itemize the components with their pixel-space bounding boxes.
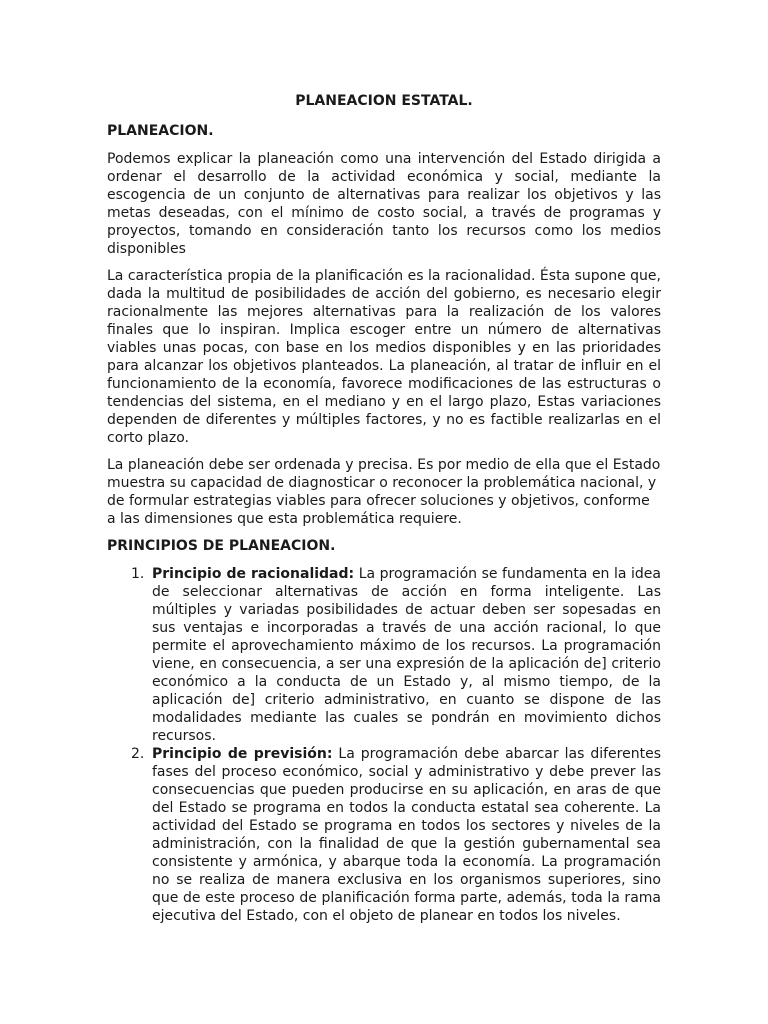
paragraph-order-precision: La planeación debe ser ordenada y precisa. Es por medio de ella que el Estado muestra su capacidad de diagnosticar o reconocer la problemática nacional, y de formular estrategias viables para ofrecer soluciones y objetivos, conforme a las dimensiones que esta problemática requiere. <box>107 457 661 527</box>
principle-item-prevision <box>107 745 661 925</box>
principles-list <box>107 565 661 925</box>
principle-text: La programación se fundamenta en la idea de seleccionar alternativas de acción en forma inteligente. Las múltiples y variadas posibilidades de actuar deben ser sopesadas en sus ventajas e incorporadas a través de una acción racional, lo que permite el aprovechamiento máximo de los recursos. La programación viene, en consecuencia, a ser una expresión de la aplicación de] criterio económico a la conducta de un Estado y, al mismo tiempo, de la aplicación de] criterio administrativo, en cuanto se dispone de las modalidades mediante las cuales se pondrán en movimiento dichos recursos. <box>152 566 662 744</box>
principle-text: La programación debe abarcar las diferentes fases del proceso económico, social y administrativo y debe prever las consecuencias que pueden producirse en su aplicación, en aras de que del Estado se programa en todos la conducta estatal sea coherente. La actividad del Estado se programa en todos los sectores y niveles de la administración, con la finalidad de que la gestión gubernamental sea consistente y armónica, y abarque toda la economía. La programación no se realiza de manera exclusiva en los organismos superiores, sino que de este proceso de planificación forma parte, además, toda la rama ejecutiva del Estado, con el objeto de planear en todos los niveles. <box>152 746 661 924</box>
paragraph-definition: Podemos explicar la planeación como una intervención del Estado dirigida a ordenar el desarrollo de la actividad económica y social, mediante la escogencia de un conjunto de alternativas para realizar los objetivos y las metas deseadas, con el mínimo de costo social, a través de programas y proyectos, tomando en consideración tanto los recursos como los medios disponibles <box>107 151 661 257</box>
principle-name: Principio de racionalidad: <box>152 566 355 582</box>
paragraph-rationality: La característica propia de la planificación es la racionalidad. Ésta supone que, dada la multitud de posibilidades de acción del gobierno, es necesario elegir racionalmente las mejores alternativas para la realización de los valores finales que lo inspiran. Implica escoger entre un número de alternativas viables unas pocas, con base en los medios disponibles y en las prioridades para alcanzar los objetivos planteados. La planeación, al tratar de influir en el funcionamiento de la economía, favorece modificaciones de las estructuras o tendencias del sistema, en el mediano y en el largo plazo, Estas variaciones dependen de diferentes y múltiples factores, y no es factible realizarlas en el corto plazo. <box>107 268 661 446</box>
list-number: 2. <box>131 746 145 762</box>
list-number: 1. <box>131 566 145 582</box>
section-heading-principios: PRINCIPIOS DE PLANEACION. <box>107 538 336 554</box>
principle-item-racionalidad <box>107 565 661 745</box>
section-heading-planeacion: PLANEACION. <box>107 123 214 139</box>
principle-name: Principio de previsión: <box>152 746 333 762</box>
document-title: PLANEACION ESTATAL. <box>295 93 473 109</box>
document-page <box>107 88 661 925</box>
